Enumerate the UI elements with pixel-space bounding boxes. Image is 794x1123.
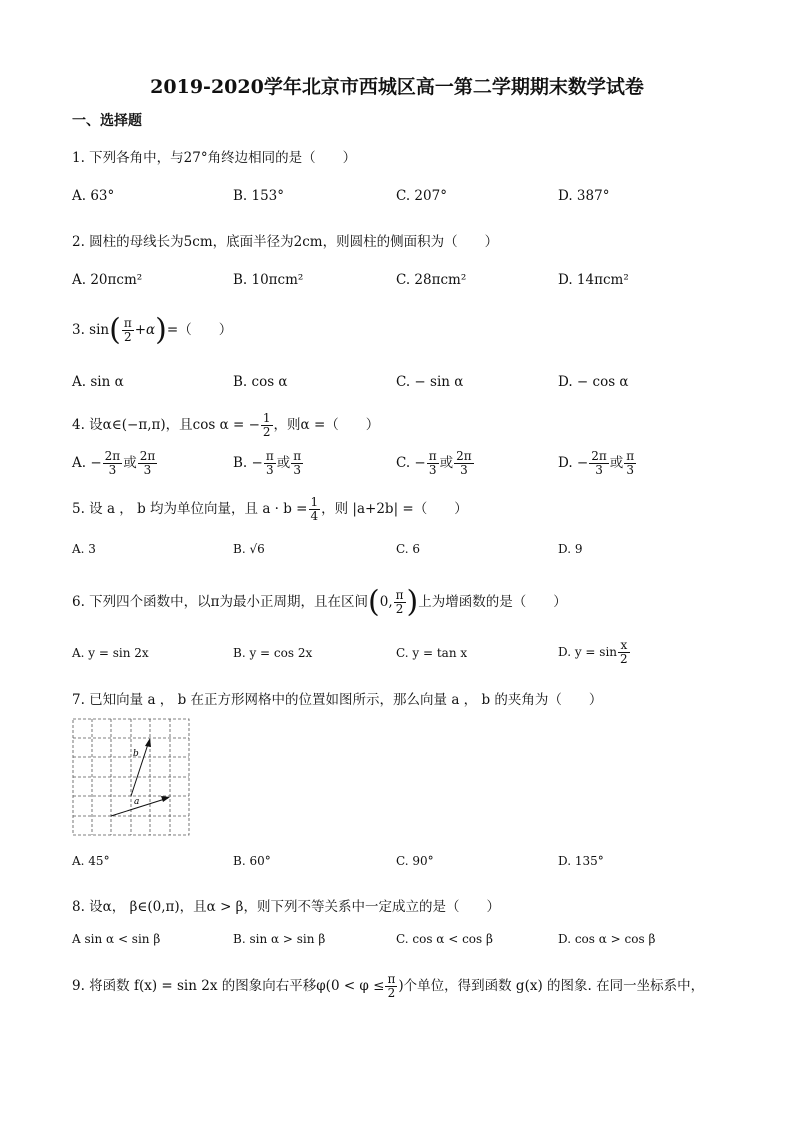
question-8-stem: 8. 设α， β∈(0,π)，且α > β，则下列不等关系中一定成立的是（ ） xyxy=(72,899,500,915)
q4-d-den1: 3 xyxy=(595,463,603,477)
q4-c-label: C. − xyxy=(396,455,426,471)
q2-option-c: C. 28πcm² xyxy=(396,272,467,288)
q4-d-num1: 2π xyxy=(591,449,607,463)
question-5-stem xyxy=(72,494,468,524)
q5-frac-num: 1 xyxy=(310,495,319,509)
vector-a-label: a xyxy=(134,797,140,807)
q7-option-a: A. 45° xyxy=(72,854,110,868)
q5-tail: ，则 |a+2b| =（ ） xyxy=(321,501,468,517)
question-6-stem: 6. 下列四个函数中，以π为最小正周期，且在区间(0, $\frac{\pi}{2}$ )上为增函数的是（ ） xyxy=(72,584,567,620)
q2-option-d: D. 14πcm² xyxy=(558,272,629,288)
q1-option-d: D. 387° xyxy=(558,188,610,204)
q4-c-num1: π xyxy=(428,449,437,463)
q4-option-d xyxy=(558,450,637,477)
q4-option-b xyxy=(233,450,304,477)
q3-option-d: D. − cos α xyxy=(558,374,629,390)
q9-prefix: 9. 将函数 f(x) = sin 2x 的图象向右平移φ(0 < φ ≤ xyxy=(72,978,385,994)
q6-tail: 上为增函数的是（ ） xyxy=(418,594,567,610)
q6-d-prefix: D. y = sin xyxy=(558,645,618,659)
q6-option-d xyxy=(558,638,631,666)
q4-b-or: 或 xyxy=(276,455,291,471)
q4-option-c xyxy=(396,450,475,477)
q5-option-c: C. 6 xyxy=(396,542,421,556)
q7-option-c: C. 90° xyxy=(396,854,434,868)
section-heading: 一、选择题 xyxy=(72,113,142,129)
q4-c-num2: 2π xyxy=(456,449,472,463)
q4-d-or: 或 xyxy=(609,455,624,471)
q1-option-a: A. 63° xyxy=(72,188,115,204)
q5-frac-den: 4 xyxy=(310,509,319,523)
q9-frac-num: π xyxy=(387,972,396,986)
q1-option-c: C. 207° xyxy=(396,188,447,204)
q4-tail: ，则α =（ ） xyxy=(273,417,380,433)
q4-b-num2: π xyxy=(293,449,302,463)
q6-frac-num: π xyxy=(395,588,404,602)
q6-option-c: C. y = tan x xyxy=(396,646,468,660)
q4-d-den2: 3 xyxy=(626,463,635,477)
q3-option-c: C. − sin α xyxy=(396,374,464,390)
q3-prefix: 3. sin xyxy=(72,322,110,338)
q4-d-num2: π xyxy=(626,449,635,463)
vector-b-label: b xyxy=(133,749,139,759)
vector-a-line xyxy=(111,798,168,816)
q4-b-den1: 3 xyxy=(265,463,274,477)
q3-frac-num: π xyxy=(123,316,132,330)
q3-frac-den: 2 xyxy=(123,330,132,344)
q3-option-b: B. cos α xyxy=(233,374,288,390)
q4-b-label: B. − xyxy=(233,455,263,471)
q8-option-a: A sin α < sin β xyxy=(72,932,161,946)
q4-a-num2: 2π xyxy=(139,449,156,463)
q4-frac-den: 2 xyxy=(262,425,271,439)
q5-option-a: A. 3 xyxy=(72,542,96,556)
question-4-stem xyxy=(72,410,379,440)
q5-prefix: 5. 设 a ， b 均为单位向量，且 a · b = xyxy=(72,501,308,517)
q6-d-num: x xyxy=(618,639,630,653)
vector-b-arrowhead xyxy=(145,738,151,747)
q4-option-a xyxy=(72,450,158,477)
q3-suffix: +α xyxy=(134,322,156,338)
q4-frac-num: 1 xyxy=(262,411,271,425)
q4-a-or: 或 xyxy=(123,455,137,471)
q4-a-label: A. − xyxy=(72,455,102,471)
q5-option-b: B. √6 xyxy=(233,542,265,556)
q1-option-b: B. 153° xyxy=(233,188,285,204)
question-7-stem: 7. 已知向量 a ， b 在正方形网格中的位置如图所示，那么向量 a ， b 的夹角为（ ） xyxy=(72,692,603,708)
q2-option-a: A. 20πcm² xyxy=(72,272,143,288)
q7-option-b: B. 60° xyxy=(233,854,271,868)
q4-b-den2: 3 xyxy=(293,463,301,477)
q2-option-b: B. 10πcm² xyxy=(233,272,304,288)
q9-tail: )个单位，得到函数 g(x) 的图象. 在同一坐标系中， xyxy=(398,978,705,994)
q4-a-den1: 3 xyxy=(108,463,117,477)
q3-option-a: A. sin α xyxy=(72,374,124,390)
q8-option-c: C. cos α < cos β xyxy=(396,932,493,946)
q6-frac-den: 2 xyxy=(395,602,404,616)
q6-d-den: 2 xyxy=(620,652,628,666)
vector-grid-figure xyxy=(72,718,190,836)
q3-tail: =（ ） xyxy=(166,322,233,338)
q6-interval-start: 0, xyxy=(379,594,393,610)
q4-prefix: 4. 设α∈(−π,π)，且cos α = − xyxy=(72,417,260,433)
question-1-stem: 1. 下列各角中，与27°角终边相同的是（ ） xyxy=(72,150,357,166)
q8-option-b: B. sin α > sin β xyxy=(233,932,326,946)
q4-b-num1: π xyxy=(265,449,274,463)
q8-option-d: D. cos α > cos β xyxy=(558,932,656,946)
q4-d-label: D. − xyxy=(558,455,589,471)
q9-frac-den: 2 xyxy=(387,986,396,1000)
q6-option-b: B. y = cos 2x xyxy=(233,646,313,660)
q4-c-den1: 3 xyxy=(428,463,437,477)
q4-c-or: 或 xyxy=(439,455,454,471)
vector-a-arrowhead xyxy=(161,796,170,802)
question-3-stem: 3. sin( $\frac{\pi}{2}$ +α)=（ ） xyxy=(72,312,233,348)
q5-option-d: D. 9 xyxy=(558,542,583,556)
q7-option-d: D. 135° xyxy=(558,854,604,868)
q4-a-den2: 3 xyxy=(143,463,152,477)
q6-prefix: 6. 下列四个函数中，以π为最小正周期，且在区间 xyxy=(72,594,369,610)
question-2-stem: 2. 圆柱的母线长为5cm，底面半径为2cm，则圆柱的侧面积为（ ） xyxy=(72,234,499,250)
question-9-stem xyxy=(72,970,704,1002)
q4-c-den2: 3 xyxy=(460,463,468,477)
q6-option-a: A. y = sin 2x xyxy=(72,646,149,660)
q4-a-num1: 2π xyxy=(104,449,121,463)
page-title: 2019-2020学年北京市西城区高一第二学期期末数学试卷 xyxy=(150,76,644,98)
